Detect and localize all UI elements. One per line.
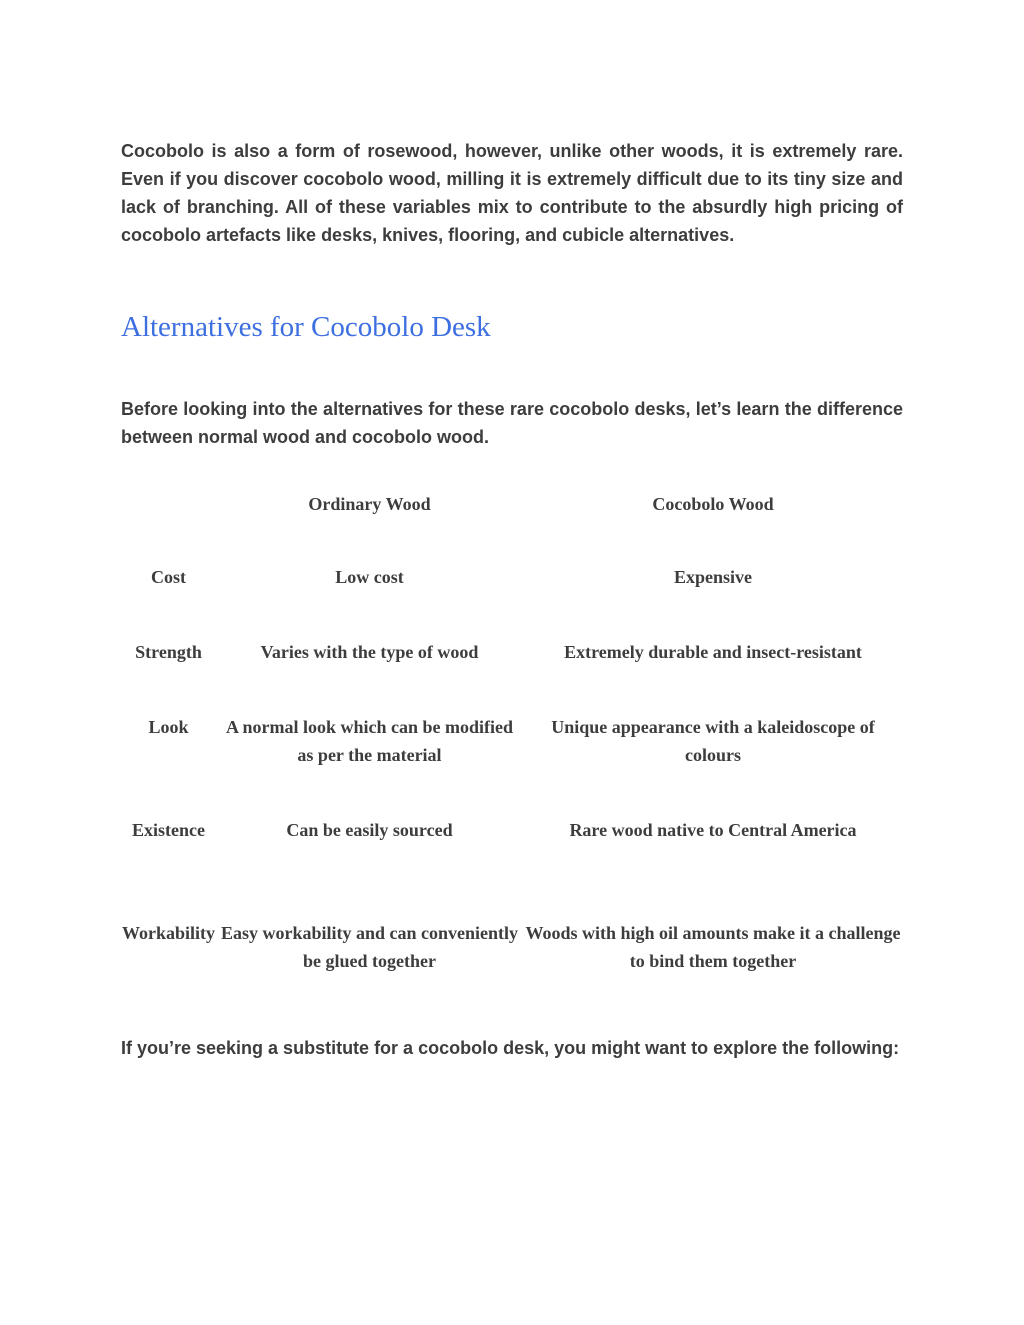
table-row bbox=[121, 713, 903, 816]
cell-ordinary-existence: Can be easily sourced bbox=[286, 820, 453, 840]
header-cell-empty bbox=[121, 487, 216, 563]
table-row bbox=[121, 919, 903, 999]
cell-ordinary-cost: Low cost bbox=[335, 567, 404, 587]
table-row bbox=[121, 638, 903, 713]
row-label-workability: Workability bbox=[121, 923, 215, 943]
row-label-strength: Strength bbox=[135, 642, 202, 662]
comparison-table bbox=[121, 487, 903, 999]
intro-paragraph: Cocobolo is also a form of rosewood, however, unlike other woods, it is extremely rare. Even if you discover cocobolo wood, milling it is extremely difficult due to its tiny size and lack of branching. All of these variables mix to contribute to the absurdly high pricing of cocobolo artefacts like desks, knives, flooring, and cubicle alternatives. bbox=[121, 141, 903, 245]
cell-cocobolo-existence: Rare wood native to Central America bbox=[569, 820, 857, 840]
cell-cocobolo-workability: Woods with high oil amounts make it a challenge to bind them together bbox=[525, 923, 901, 971]
closing-paragraph: If you’re seeking a substitute for a cocobolo desk, you might want to explore the following: bbox=[121, 1038, 900, 1058]
cell-cocobolo-look: Unique appearance with a kaleidoscope of colours bbox=[551, 717, 875, 765]
cell-cocobolo-strength: Extremely durable and insect-resistant bbox=[564, 642, 862, 662]
section-heading: Alternatives for Cocobolo Desk bbox=[121, 311, 491, 343]
cell-ordinary-strength: Varies with the type of wood bbox=[260, 642, 479, 662]
header-cell-ordinary-wood: Ordinary Wood bbox=[308, 494, 431, 514]
row-label-existence: Existence bbox=[132, 820, 205, 840]
cell-cocobolo-cost: Expensive bbox=[673, 567, 752, 587]
row-label-cost: Cost bbox=[151, 567, 186, 587]
header-cell-cocobolo-wood: Cocobolo Wood bbox=[652, 494, 774, 514]
comparison-intro-paragraph: Before looking into the alternatives for these rare cocobolo desks, let’s learn the difference between normal wood and cocobolo wood. bbox=[121, 399, 903, 447]
cell-ordinary-look: A normal look which can be modified as per the material bbox=[225, 717, 514, 765]
table-row bbox=[121, 563, 903, 638]
table-header-row bbox=[121, 487, 903, 563]
table-row bbox=[121, 816, 903, 919]
cell-ordinary-workability: Easy workability and can conveniently be glued together bbox=[220, 923, 519, 971]
row-label-look: Look bbox=[148, 717, 189, 737]
